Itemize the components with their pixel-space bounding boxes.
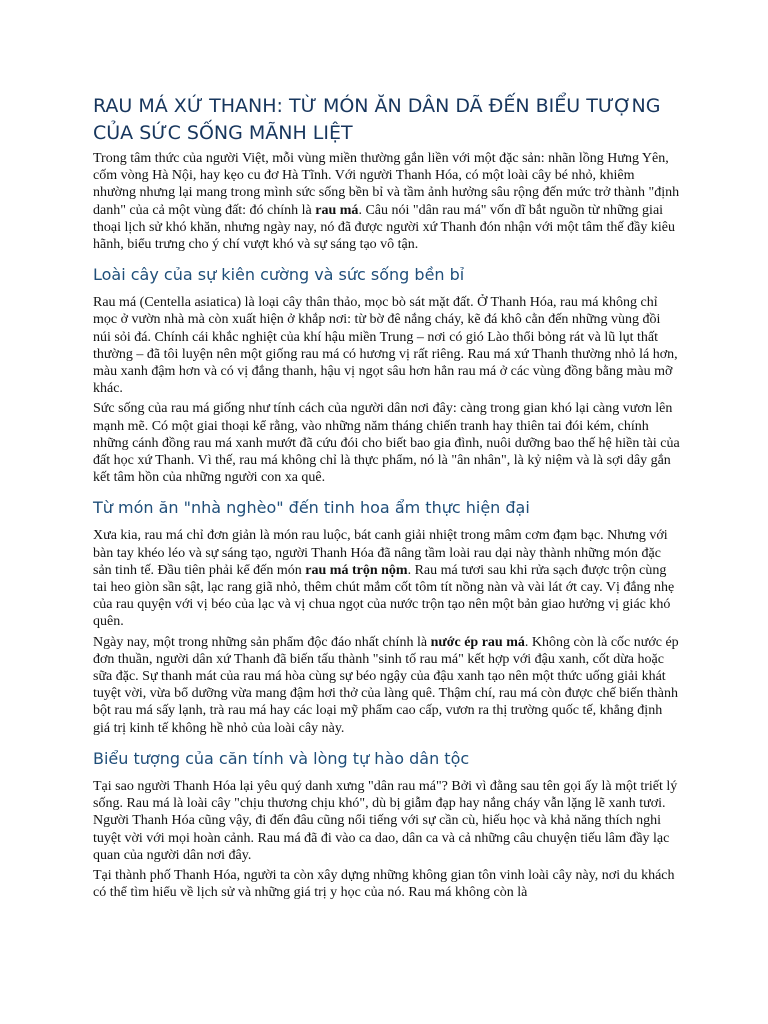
section-heading-cuisine: Từ món ăn "nhà nghèo" đến tinh hoa ẩm thực hiện đại <box>93 498 530 518</box>
intro-paragraph <box>93 150 680 253</box>
intro-text-before: Trong tâm thức của người Việt, mỗi vùng miền thường gắn liền với một đặc sản: nhãn lồng Hưng Yên, cốm vòng Hà Nội, hay kẹo cu đơ Hà Tĩnh. Với người Thanh Hóa, có một loài cây bé nhỏ, khiêm nhường nhưng lại mang trong mình sức sống bền bỉ và tầm ảnh hưởng sâu rộng đến mức trở thành "định danh" của cả một vùng đất: đó chính là <box>93 151 680 218</box>
section2-p2-after: . Không còn là cốc nước ép đơn thuần, người dân xứ Thanh đã biến tấu thành "sinh tố rau má" kết hợp với đậu xanh, cốt dừa hoặc sữa đặc. Sự thanh mát của rau má hòa cùng sự béo ngậy của đậu xanh tạo nên một thức uống giải khát tuyệt vời, vừa bổ dưỡng vừa mang đậm hơi thở của làng quê. Thậm chí, rau má còn được chế biến thành bột rau má sấy lạnh, trà rau má hay các loại mỹ phẩm cao cấp, vươn ra thị trường quốc tế, khẳng định giá trị kinh tế không hề nhỏ của loài cây này. <box>93 634 679 736</box>
section2-paragraph-2 <box>93 634 680 737</box>
intro-text-after: . Câu nói "dân rau má" vốn dĩ bắt nguồn từ những giai thoại lịch sử khó khăn, nhưng ngày nay, nó đã được người xứ Thanh đón nhận với một tâm thế đầy kiêu hãnh, biểu trưng cho ý chí vượt khó và sự sáng tạo vô tận. <box>93 202 675 253</box>
page-title: RAU MÁ XỨ THANH: TỪ MÓN ĂN DÂN DÃ ĐẾN BIỂU TƯỢNG CỦA SỨC SỐNG MÃNH LIỆT <box>93 95 661 144</box>
section2-p1-after: . Rau má tươi sau khi rửa sạch được trộn cùng tai heo giòn sần sật, lạc rang giã nhỏ, thêm chút mắm cốt tôm tít nồng nàn và vài lát ớt cay. Vị đắng nhẹ của rau quyện với vị béo của lạc và vị chua ngọt của nước trộn tạo nên một bản giao hưởng vị giác khó quên. <box>93 562 675 630</box>
section2-p2-before: Ngày nay, một trong những sản phẩm độc đáo nhất chính là <box>93 634 431 650</box>
section1-paragraph-2: Sức sống của rau má giống như tính cách của người dân nơi đây: càng trong gian khó lại càng vươn lên mạnh mẽ. Có một giai thoại kể rằng, vào những năm tháng chiến tranh hay thiên tai đói kém, chính những cánh đồng rau má xanh mướt đã cứu đói cho biết bao gia đình, nuôi dưỡng bao thế hệ hiền tài của đất học xứ Thanh. Vì thế, rau má không chỉ là thực phẩm, nó là "ân nhân", là kỷ niệm và là sợi dây gắn kết tâm hồn của những người con xa quê. <box>93 401 680 486</box>
section-heading-identity: Biểu tượng của căn tính và lòng tự hào dân tộc <box>93 748 470 768</box>
section2-p1-before: Xưa kia, rau má chỉ đơn giản là món rau luộc, bát canh giải nhiệt trong mâm cơm đạm bạc. Nhưng với bàn tay khéo léo và sự sáng tạo, người Thanh Hóa đã nâng tầm loài rau dại này thành những món đặc sản tinh tế. Đầu tiên phải kể đến món <box>93 528 668 578</box>
section3-paragraph-2: Tại thành phố Thanh Hóa, người ta còn xây dựng những không gian tôn vinh loài cây này, nơi du khách có thể tìm hiểu về lịch sử và những giá trị y học của nó. Rau má không còn là <box>93 867 675 901</box>
section2-p2-bold: nước ép rau má <box>430 634 525 650</box>
section2-p1-bold: rau má trộn nộm <box>305 562 408 578</box>
section1-paragraph-1: Rau má (Centella asiatica) là loại cây thân thảo, mọc bò sát mặt đất. Ở Thanh Hóa, rau má không chỉ mọc ở vườn nhà mà còn xuất hiện ở khắp nơi: từ bờ đê nắng cháy, kẽ đá khô cằn đến những vùng đồi núi sỏi đá. Chính cái khắc nghiệt của khí hậu miền Trung – nơi có gió Lào thổi bỏng rát và lũ lụt thất thường – đã tôi luyện nên một giống rau má có hương vị rất riêng. Rau má xứ Thanh thường nhỏ lá hơn, màu xanh đậm hơn và có vị đắng thanh, hậu vị ngọt sâu hơn hẳn rau má ở các vùng đồng bằng màu mỡ khác. <box>93 295 678 397</box>
intro-bold-text: rau má <box>315 202 359 218</box>
section3-paragraph-1: Tại sao người Thanh Hóa lại yêu quý danh xưng "dân rau má"? Bởi vì đằng sau tên gọi ấy là một triết lý sống. Rau má là loài cây "chịu thương chịu khó", dù bị giẫm đạp hay nắng cháy vẫn lặng lẽ xanh tươi. Người Thanh Hóa cũng vậy, đi đến đâu cũng nổi tiếng với sự cần cù, hiếu học và khả năng thích nghi tuyệt vời với mọi hoàn cảnh. Rau má đã đi vào ca dao, dân ca và cả những câu chuyện tiếu lâm đầy lạc quan của người dân nơi đây. <box>93 778 678 863</box>
section2-paragraph-1 <box>93 527 680 630</box>
section-heading-resilience: Loài cây của sự kiên cường và sức sống bền bỉ <box>93 265 465 285</box>
